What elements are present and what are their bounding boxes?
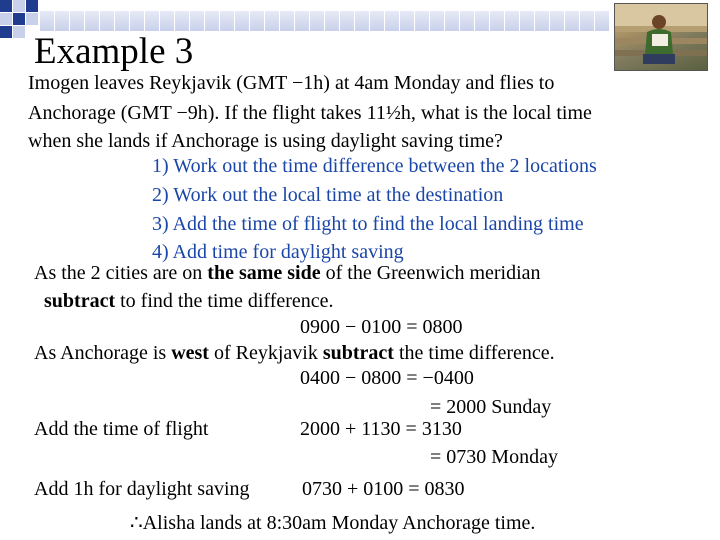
reason-same-side: As the 2 cities are on the same side of the Greenwich meridian xyxy=(34,262,541,284)
calc-local-time: 0400 − 0800 = −0400 xyxy=(300,367,474,389)
conclusion: ∴Alisha lands at 8:30am Monday Anchorage time. xyxy=(130,512,536,534)
problem-line-2: Anchorage (GMT −9h). If the flight takes 11½h, what is the local time xyxy=(28,102,592,124)
flight-label: Add the time of flight xyxy=(34,418,209,440)
step-3: 3) Add the time of flight to find the local landing time xyxy=(152,213,584,235)
dst-label: Add 1h for daylight saving xyxy=(34,478,250,500)
calc-flight-result: = 0730 Monday xyxy=(430,446,558,468)
problem-line-3: when she lands if Anchorage is using daylight saving time? xyxy=(28,130,503,152)
header-decoration-bar xyxy=(40,11,610,31)
person-reading-photo xyxy=(614,3,708,71)
step-2: 2) Work out the local time at the destination xyxy=(152,184,504,206)
calc-local-time-result: = 2000 Sunday xyxy=(430,396,552,418)
calc-dst: 0730 + 0100 = 0830 xyxy=(302,478,465,500)
reason-subtract: subtract to find the time difference. xyxy=(44,290,334,312)
reason-west: As Anchorage is west of Reykjavik subtract the time difference. xyxy=(34,342,555,364)
calc-time-difference: 0900 − 0100 = 0800 xyxy=(300,316,463,338)
problem-line-1: Imogen leaves Reykjavik (GMT −1h) at 4am Monday and flies to xyxy=(28,72,555,94)
step-1: 1) Work out the time difference between the 2 locations xyxy=(152,155,597,177)
step-4: 4) Add time for daylight saving xyxy=(152,241,404,263)
slide-title: Example 3 xyxy=(34,31,194,72)
calc-flight: 2000 + 1130 = 3130 xyxy=(300,418,462,440)
